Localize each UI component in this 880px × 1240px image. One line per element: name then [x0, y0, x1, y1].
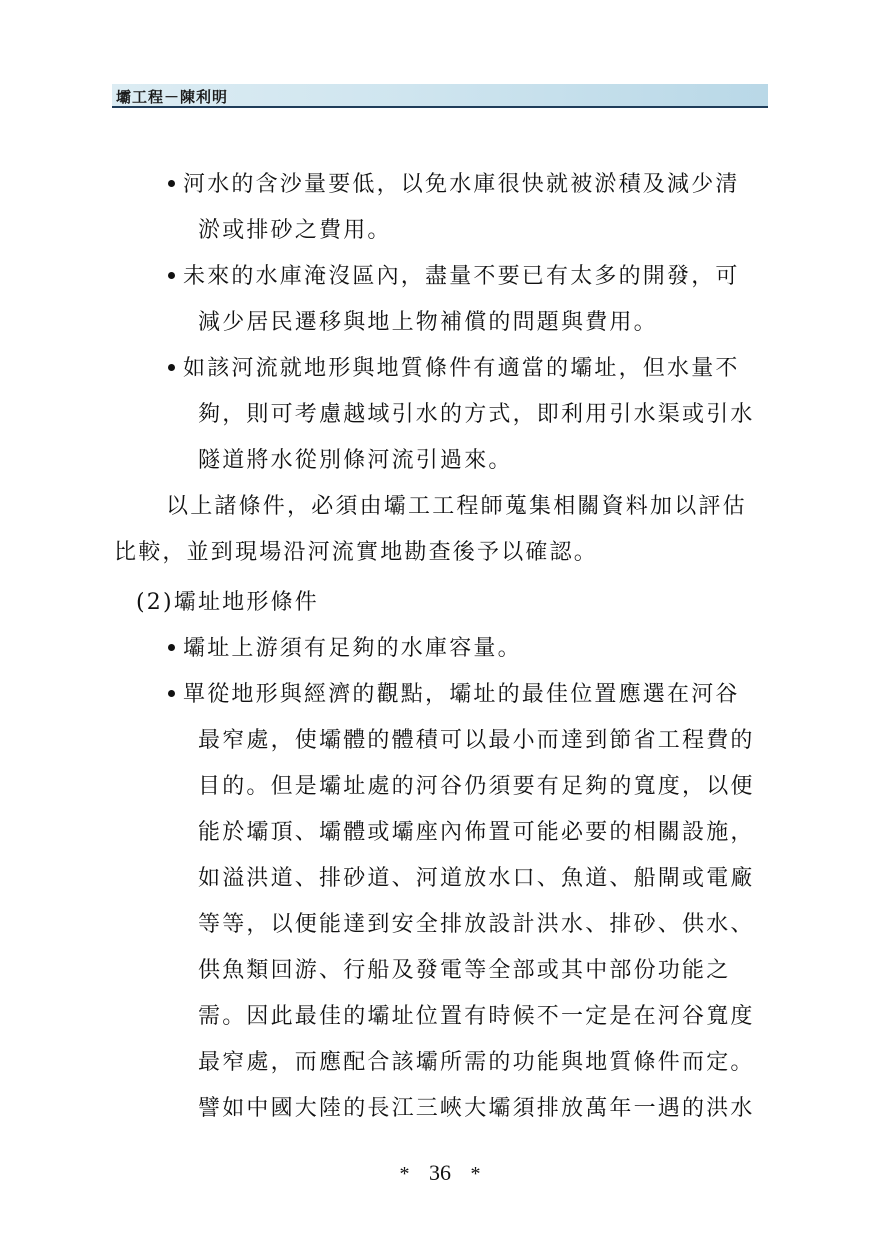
- bullet-dot-icon: [168, 690, 175, 697]
- bullet-line: [168, 170, 740, 200]
- header-rule: [112, 106, 768, 108]
- line-text: 單從地形與經濟的觀點，壩址的最佳位置應選在河谷: [183, 682, 740, 707]
- bullet-dot-icon: [168, 364, 175, 371]
- text-line: 目的。但是壩址處的河谷仍須要有足夠的寬度，以便: [198, 774, 755, 799]
- text-line: 淤或排砂之費用。: [198, 218, 392, 243]
- bullet-line: [168, 634, 522, 664]
- text-line: 等等，以便能達到安全排放設計洪水、排砂、供水、: [198, 912, 755, 937]
- footer-star-right: *: [470, 1163, 481, 1185]
- line-text: 河水的含沙量要低，以免水庫很快就被淤積及減少清: [183, 172, 740, 197]
- text-line: 最窄處，而應配合該壩所需的功能與地質條件而定。: [198, 1050, 755, 1075]
- bullet-line: [168, 680, 740, 710]
- text-line: 能於壩頂、壩體或壩座內佈置可能必要的相關設施，: [198, 820, 755, 845]
- page-number: 36: [429, 1160, 451, 1185]
- bullet-dot-icon: [168, 180, 175, 187]
- text-line: 需。因此最佳的壩址位置有時候不一定是在河谷寬度: [198, 1004, 755, 1029]
- bullet-dot-icon: [168, 644, 175, 651]
- paragraph-line: 以上諸條件，必須由壩工工程師蒐集相關資料加以評估: [166, 494, 747, 519]
- text-line: 如溢洪道、排砂道、河道放水口、魚道、船閘或電廠: [198, 866, 755, 891]
- line-text: 未來的水庫淹沒區內，盡量不要已有太多的開發，可: [183, 264, 740, 289]
- line-text: 如該河流就地形與地質條件有適當的壩址，但水量不: [183, 356, 740, 381]
- section-heading: (2)壩址地形條件: [136, 590, 319, 615]
- text-line: 夠，則可考慮越域引水的方式，即利用引水渠或引水: [198, 402, 755, 427]
- footer-star-left: *: [399, 1163, 410, 1185]
- text-line: 譬如中國大陸的長江三峽大壩須排放萬年一遇的洪水: [198, 1096, 755, 1121]
- text-line: 減少居民遷移與地上物補償的問題與費用。: [198, 310, 658, 335]
- running-header: 壩工程－陳利明: [116, 88, 229, 106]
- line-text: 壩址上游須有足夠的水庫容量。: [183, 636, 522, 661]
- text-line: 隧道將水從別條河流引過來。: [198, 448, 513, 473]
- bullet-line: [168, 354, 740, 384]
- bullet-dot-icon: [168, 272, 175, 279]
- text-line: 最窄處，使壩體的體積可以最小而達到節省工程費的: [198, 728, 755, 753]
- bullet-line: [168, 262, 740, 292]
- page-footer: [0, 1160, 880, 1186]
- text-line: 供魚類回游、行船及發電等全部或其中部份功能之: [198, 958, 731, 983]
- paragraph-line: 比較，並到現場沿河流實地勘查後予以確認。: [114, 540, 599, 565]
